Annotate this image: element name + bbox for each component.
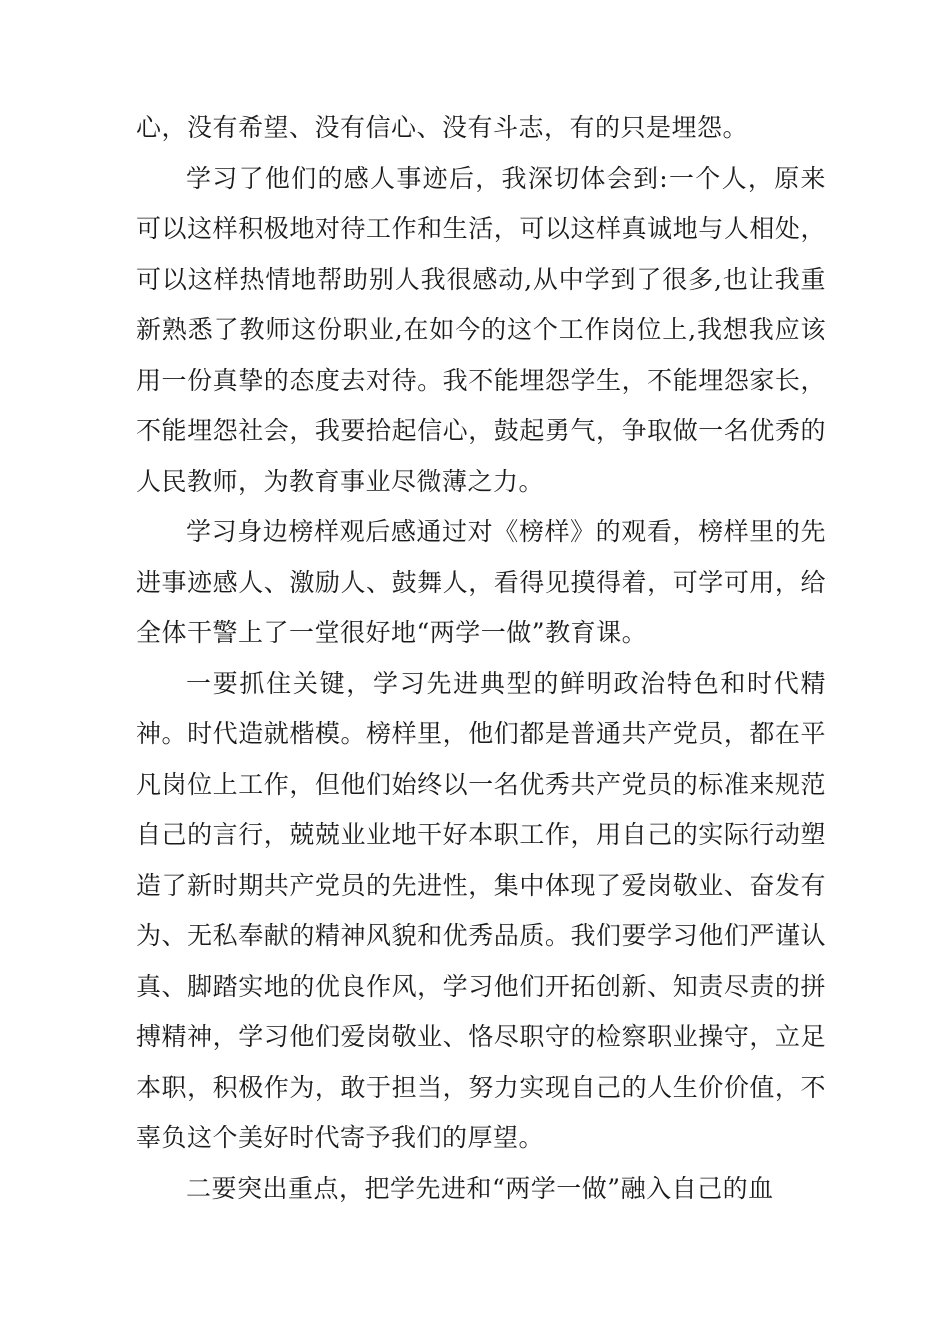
paragraph-learning-reflection: 学习了他们的感人事迹后，我深切体会到:一个人，原来可以这样积极地对待工作和生活，可以这样真诚地与人相处，可以这样热情地帮助别人我很感动,从中学到了很多,也让我重新熟悉了教师这份职业,在如今的这个工作岗位上,我想我应该用一份真挚的态度去对待。我不能埋怨学生，不能埋怨家长，不能埋怨社会，我要拾起信心，鼓起勇气，争取做一名优秀的人民教师，为教育事业尽微薄之力。: [136, 163, 826, 496]
paragraph-continued: 心，没有希望、没有信心、没有斗志，有的只是埋怨。: [136, 113, 749, 142]
paragraph-point-one: 一要抓住关键，学习先进典型的鲜明政治特色和时代精神。时代造就楷模。榜样里，他们都是普通共产党员，都在平凡岗位上工作，但他们始终以一名优秀共产党员的标准来规范自己的言行，兢兢业业地干好本职工作，用自己的实际行动塑造了新时期共产党员的先进性，集中体现了爱岗敬业、奋发有为、无私奉献的精神风貌和优秀品质。我们要学习他们严谨认真、脚踏实地的优良作风，学习他们开拓创新、知责尽责的拼搏精神，学习他们爱岗敬业、恪尽职守的检察职业操守，立足本职，积极作为，敢于担当，努力实现自己的人生价价值，不辜负这个美好时代寄予我们的厚望。: [136, 668, 826, 1152]
paragraph-role-model-review: 学习身边榜样观后感通过对《榜样》的观看，榜样里的先进事迹感人、激励人、鼓舞人，看得见摸得着，可学可用，给全体干警上了一堂很好地“两学一做”教育课。: [136, 517, 826, 647]
document-body: [136, 103, 826, 1214]
paragraph-point-two: 二要突出重点，把学先进和“两学一做”融入自己的血: [186, 1173, 774, 1203]
